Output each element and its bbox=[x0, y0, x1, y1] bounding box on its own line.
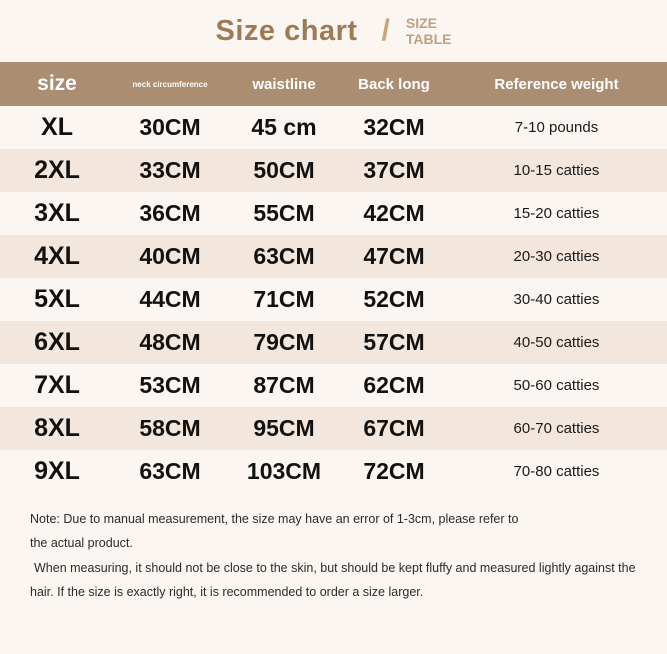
cell-back: 37CM bbox=[363, 157, 425, 183]
cell-size: 8XL bbox=[34, 414, 80, 442]
cell-size: 5XL bbox=[34, 285, 80, 313]
cell-back: 62CM bbox=[363, 372, 425, 398]
size-table-body bbox=[0, 106, 667, 493]
cell-weight: 30-40 catties bbox=[513, 291, 600, 308]
cell-weight: 60-70 catties bbox=[513, 420, 600, 437]
cell-neck: 53CM bbox=[139, 372, 201, 398]
cell-neck: 58CM bbox=[139, 415, 201, 441]
note-line-3: When measuring, it should not be close to the skin, but should be kept fluffy and measured lightly against the bbox=[34, 560, 636, 575]
cell-weight: 10-15 catties bbox=[513, 162, 600, 179]
table-header-row bbox=[0, 62, 667, 106]
cell-size: 3XL bbox=[34, 199, 80, 227]
page-header bbox=[0, 0, 667, 62]
cell-back: 67CM bbox=[363, 415, 425, 441]
page-subtitle-line2: TABLE bbox=[405, 31, 452, 47]
cell-neck: 33CM bbox=[139, 157, 201, 183]
cell-back: 52CM bbox=[363, 286, 425, 312]
cell-size: 4XL bbox=[34, 242, 80, 270]
cell-neck: 36CM bbox=[139, 200, 201, 226]
cell-neck: 48CM bbox=[139, 329, 201, 355]
cell-neck: 44CM bbox=[139, 286, 201, 312]
cell-weight: 15-20 catties bbox=[513, 205, 600, 222]
notes-section bbox=[0, 493, 667, 605]
cell-waist: 50CM bbox=[253, 157, 315, 183]
cell-size: 6XL bbox=[34, 328, 80, 356]
cell-neck: 63CM bbox=[139, 458, 201, 484]
cell-size: 2XL bbox=[34, 156, 80, 184]
cell-waist: 87CM bbox=[253, 372, 315, 398]
cell-weight: 50-60 catties bbox=[513, 377, 600, 394]
cell-waist: 79CM bbox=[253, 329, 315, 355]
table-row bbox=[0, 321, 667, 364]
cell-waist: 63CM bbox=[253, 243, 315, 269]
cell-neck: 30CM bbox=[139, 114, 201, 140]
table-row bbox=[0, 106, 667, 149]
cell-waist: 45 cm bbox=[251, 114, 317, 140]
page-title: Size chart bbox=[215, 14, 358, 47]
cell-weight: 40-50 catties bbox=[513, 334, 600, 351]
cell-waist: 103CM bbox=[246, 458, 322, 484]
cell-back: 57CM bbox=[363, 329, 425, 355]
table-row bbox=[0, 192, 667, 235]
note-line-4: hair. If the size is exactly right, it is recommended to order a size larger. bbox=[30, 585, 424, 600]
table-row bbox=[0, 364, 667, 407]
cell-back: 32CM bbox=[363, 114, 425, 140]
table-row bbox=[0, 278, 667, 321]
cell-back: 42CM bbox=[363, 200, 425, 226]
cell-waist: 71CM bbox=[253, 286, 315, 312]
table-row bbox=[0, 149, 667, 192]
page-subtitle bbox=[406, 15, 452, 47]
cell-size: XL bbox=[41, 113, 73, 141]
column-header-back: Back long bbox=[358, 75, 430, 93]
cell-waist: 55CM bbox=[253, 200, 315, 226]
table-row bbox=[0, 407, 667, 450]
cell-back: 72CM bbox=[363, 458, 425, 484]
size-table-header bbox=[0, 62, 667, 106]
table-row bbox=[0, 450, 667, 493]
column-header-weight: Reference weight bbox=[494, 75, 619, 93]
cell-neck: 40CM bbox=[139, 243, 201, 269]
cell-weight: 7-10 pounds bbox=[514, 119, 599, 136]
cell-size: 7XL bbox=[34, 371, 80, 399]
title-slash-divider: / bbox=[381, 14, 390, 47]
column-header-waist: waistline bbox=[252, 75, 316, 93]
page-subtitle-line1: SIZE bbox=[405, 14, 437, 31]
table-row bbox=[0, 235, 667, 278]
note-line-1: Note: Due to manual measurement, the size may have an error of 1-3cm, please refer to bbox=[30, 512, 519, 526]
cell-back: 47CM bbox=[363, 243, 425, 269]
cell-size: 9XL bbox=[34, 457, 80, 485]
note-line-2: the actual product. bbox=[30, 536, 133, 551]
column-header-size: size bbox=[37, 72, 77, 95]
column-header-neck: neck circumference bbox=[132, 79, 208, 89]
cell-weight: 20-30 catties bbox=[513, 248, 600, 265]
size-table bbox=[0, 62, 667, 493]
cell-waist: 95CM bbox=[253, 415, 315, 441]
cell-weight: 70-80 catties bbox=[513, 463, 600, 480]
